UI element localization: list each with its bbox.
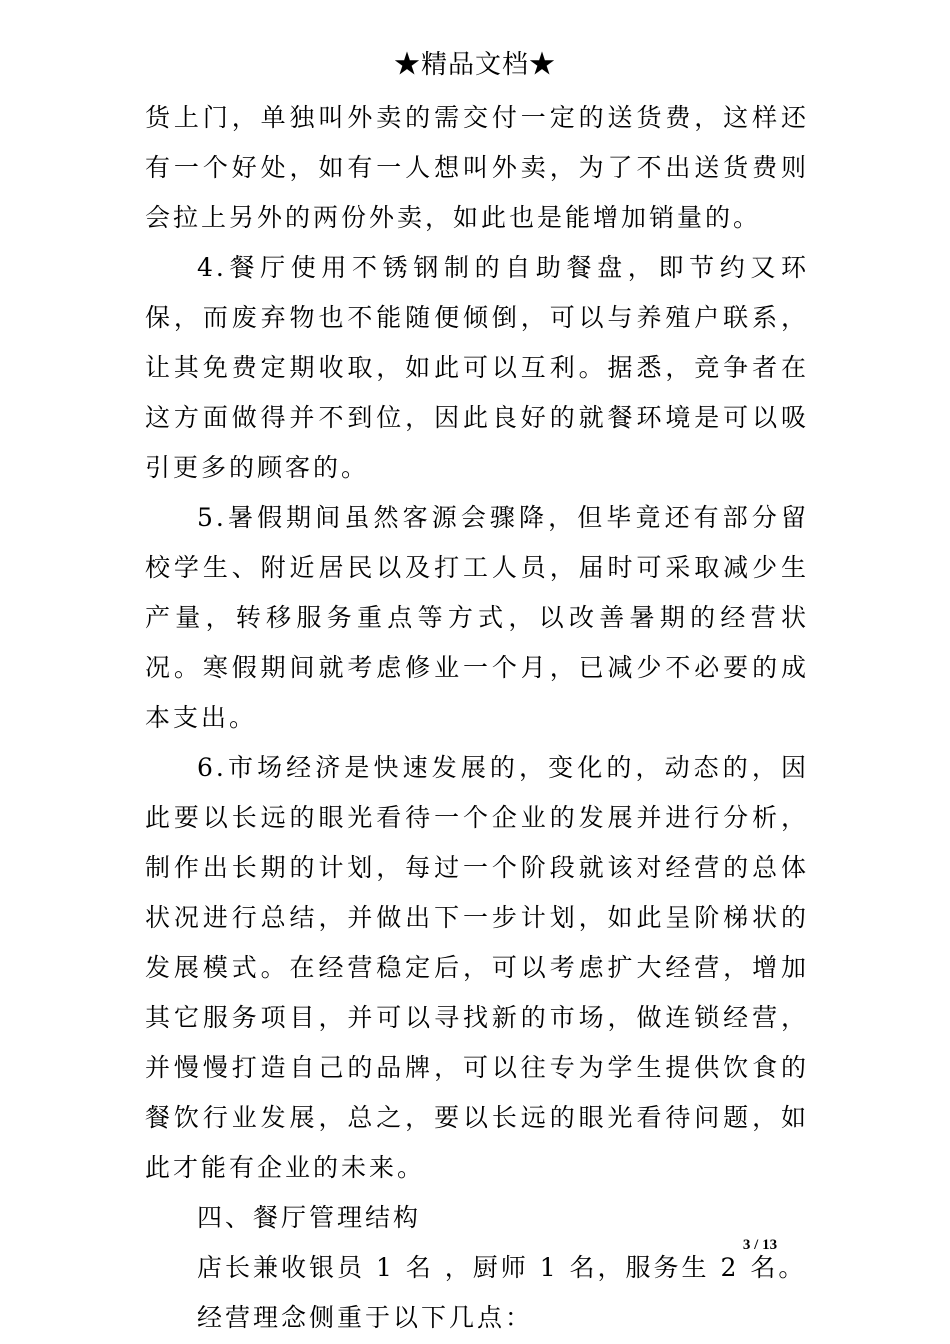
paragraph-continuation: 货上门，单独叫外卖的需交付一定的送货费，这样还有一个好处，如有一人想叫外卖，为了不出送货费则会拉上另外的两份外卖，如此也是能增加销量的。 — [145, 103, 809, 232]
section-heading: 四、餐厅管理结构 — [197, 1203, 422, 1232]
philosophy-intro-paragraph: 经营理念侧重于以下几点： — [197, 1303, 534, 1332]
page-number: 3 / 13 — [742, 1237, 778, 1253]
document-body — [145, 93, 809, 1343]
paragraph-item-4: 4.餐厅使用不锈钢制的自助餐盘，即节约又环保，而废弃物也不能随便倾倒，可以与养殖户联系，让其免费定期收取，如此可以互利。据悉，竞争者在这方面做得并不到位，因此良好的就餐环境是可以吸引更多的顾客的。 — [145, 253, 809, 482]
paragraph-item-6: 6.市场经济是快速发展的，变化的，动态的，因此要以长远的眼光看待一个企业的发展并进行分析，制作出长期的计划，每过一个阶段就该对经营的总体状况进行总结，并做出下一步计划，如此呈阶梯状的发展模式。在经营稳定后，可以考虑扩大经营，增加其它服务项目，并可以寻找新的市场，做连锁经营，并慢慢打造自己的品牌，可以往专为学生提供饮食的餐饮行业发展，总之，要以长远的眼光看待问题，如此才能有企业的未来。 — [145, 753, 809, 1182]
page-header-title: ★精品文档★ — [393, 50, 556, 80]
staffing-paragraph: 店长兼收银员 1 名 ，厨师 1 名，服务生 2 名。 — [197, 1253, 807, 1282]
paragraph-item-5: 5.暑假期间虽然客源会骤降，但毕竟还有部分留校学生、附近居民以及打工人员，届时可采取减少生产量，转移服务重点等方式，以改善暑期的经营状况。寒假期间就考虑修业一个月，已减少不必要的成本支出。 — [145, 503, 809, 732]
